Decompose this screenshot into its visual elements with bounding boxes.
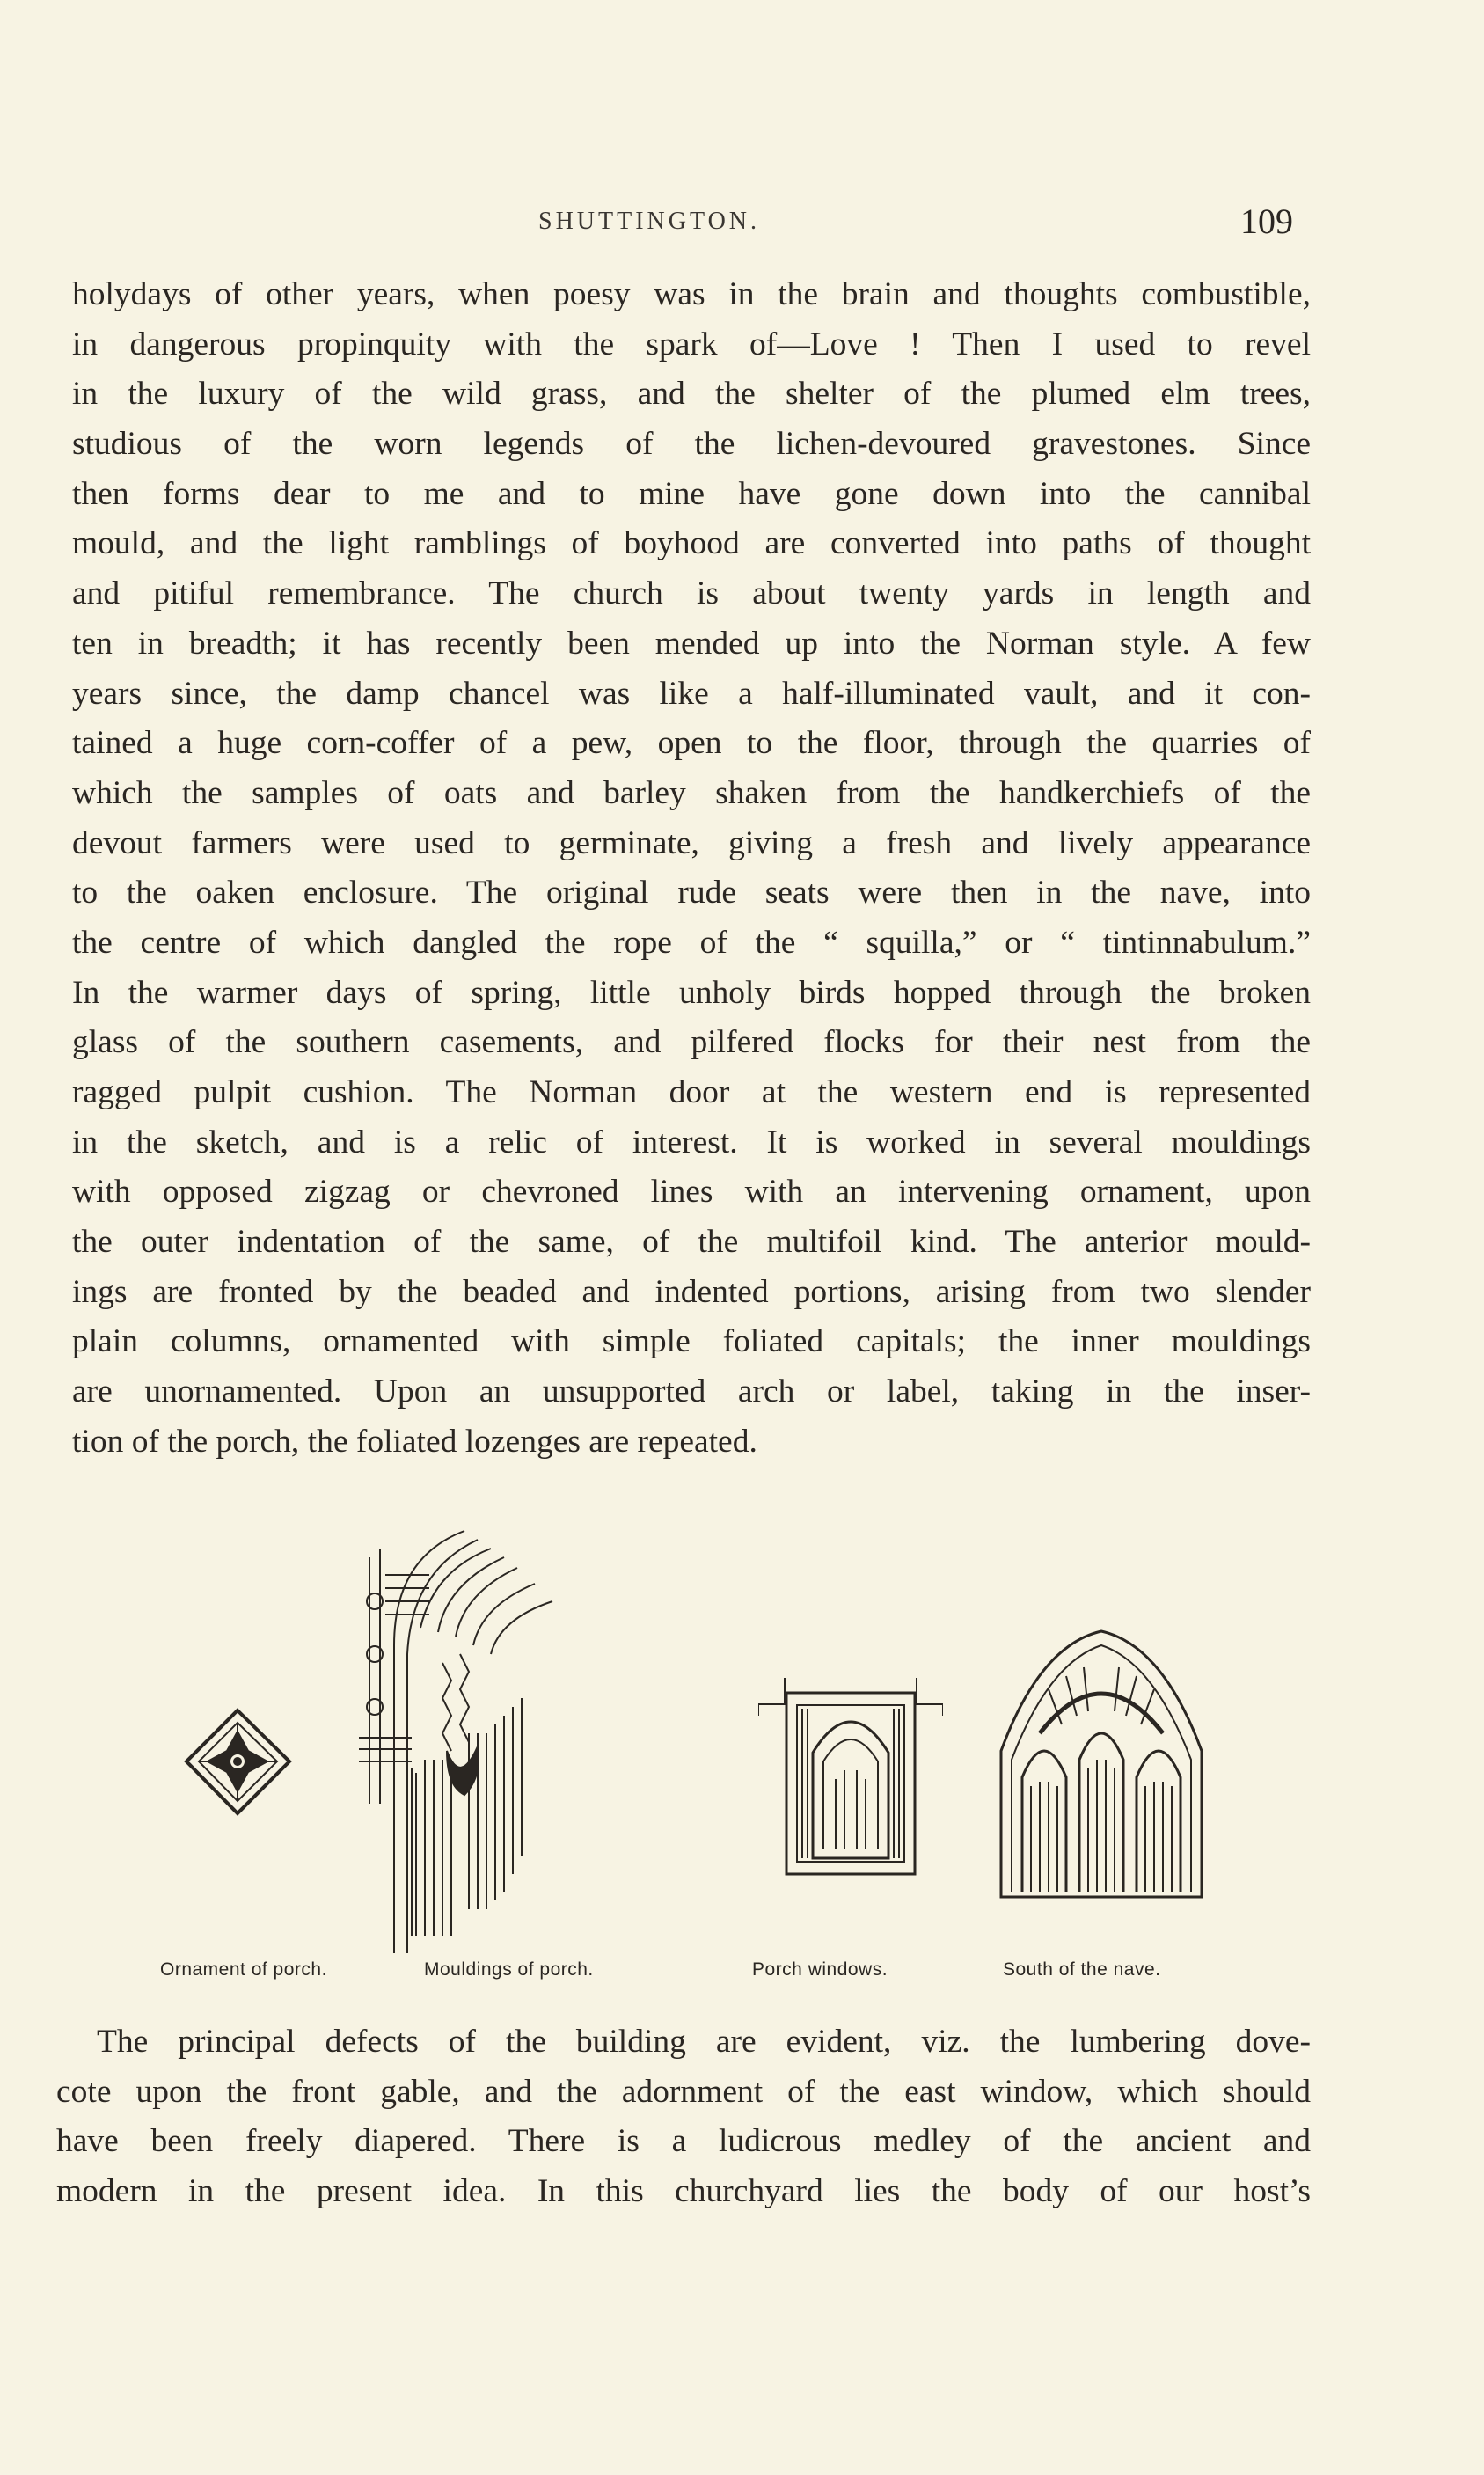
text-line: The principal defects of the building are evident, viz. the lumbering dove- — [97, 2024, 1311, 2060]
text-line: plain columns, ornamented with simple foliated capitals; the inner mouldings — [72, 1323, 1311, 1360]
caption-porch-windows: Porch windows. — [752, 1959, 888, 1980]
page-number: 109 — [1240, 201, 1293, 241]
mouldings-of-porch-engraving — [359, 1522, 561, 1953]
caption-south-of-nave: South of the nave. — [1003, 1959, 1161, 1980]
paragraph-1 — [72, 270, 1311, 1468]
text-line: mould, and the light ramblings of boyhood are converted into paths of thought — [72, 525, 1311, 562]
running-title: SHUTTINGTON. — [538, 208, 761, 235]
text-line: tained a huge corn-coffer of a pew, open to the floor, through the quarries of — [72, 725, 1311, 762]
text-line: tion of the porch, the foliated lozenges are repeated. — [72, 1423, 757, 1460]
paragraph-2 — [56, 2017, 1311, 2217]
text-line: years since, the damp chancel was like a half-illuminated vault, and it con- — [72, 675, 1311, 712]
text-line: glass of the southern casements, and pilfered flocks for their nest from the — [72, 1024, 1311, 1061]
text-line: in the luxury of the wild grass, and the shelter of the plumed elm trees, — [72, 376, 1311, 413]
text-line: holydays of other years, when poesy was in the brain and thoughts combustible, — [72, 276, 1311, 312]
ornament-of-porch-engraving — [183, 1707, 293, 1817]
text-line: the centre of which dangled the rope of the “ squilla,” or “ tintinnabulum.” — [72, 924, 1311, 961]
figures — [167, 1522, 1267, 1980]
text-line: which the samples of oats and barley shaken from the handkerchiefs of the — [72, 774, 1311, 811]
text-line: cote upon the front gable, and the adornment of the east window, which should — [56, 2073, 1311, 2110]
running-head — [0, 201, 1484, 245]
text-line: In the warmer days of spring, little unholy birds hopped through the broken — [72, 974, 1311, 1011]
text-line: have been freely diapered. There is a ludicrous medley of the ancient and — [56, 2123, 1311, 2160]
text-line: with opposed zigzag or chevroned lines with an intervening ornament, upon — [72, 1174, 1311, 1211]
text-line: then forms dear to me and to mine have gone down into the cannibal — [72, 475, 1311, 512]
text-line: in the sketch, and is a relic of interest. It is worked in several mouldings — [72, 1124, 1311, 1161]
text-line: devout farmers were used to germinate, giving a fresh and lively appearance — [72, 824, 1311, 861]
text-line: studious of the worn legends of the lichen-devoured gravestones. Since — [72, 426, 1311, 463]
text-line: the outer indentation of the same, of the multifoil kind. The anterior mould- — [72, 1224, 1311, 1261]
text-line: ings are fronted by the beaded and indented portions, arising from two slender — [72, 1273, 1311, 1310]
text-line: to the oaken enclosure. The original rude seats were then in the nave, into — [72, 875, 1311, 912]
text-line: modern in the present idea. In this churchyard lies the body of our host’s — [56, 2173, 1311, 2210]
porch-windows-engraving — [758, 1673, 943, 1876]
caption-ornament-of-porch: Ornament of porch. — [160, 1959, 327, 1980]
text-line: and pitiful remembrance. The church is about twenty yards in length and — [72, 575, 1311, 612]
text-line: ragged pulpit cushion. The Norman door at the western end is represented — [72, 1074, 1311, 1110]
text-line: ten in breadth; it has recently been mended up into the Norman style. A few — [72, 625, 1311, 662]
south-of-nave-engraving — [996, 1628, 1207, 1900]
text-line: in dangerous propinquity with the spark of—Love ! Then I used to revel — [72, 326, 1311, 362]
caption-mouldings-of-porch: Mouldings of porch. — [424, 1959, 594, 1980]
text-line: are unornamented. Upon an unsupported arch or label, taking in the inser- — [72, 1373, 1311, 1410]
